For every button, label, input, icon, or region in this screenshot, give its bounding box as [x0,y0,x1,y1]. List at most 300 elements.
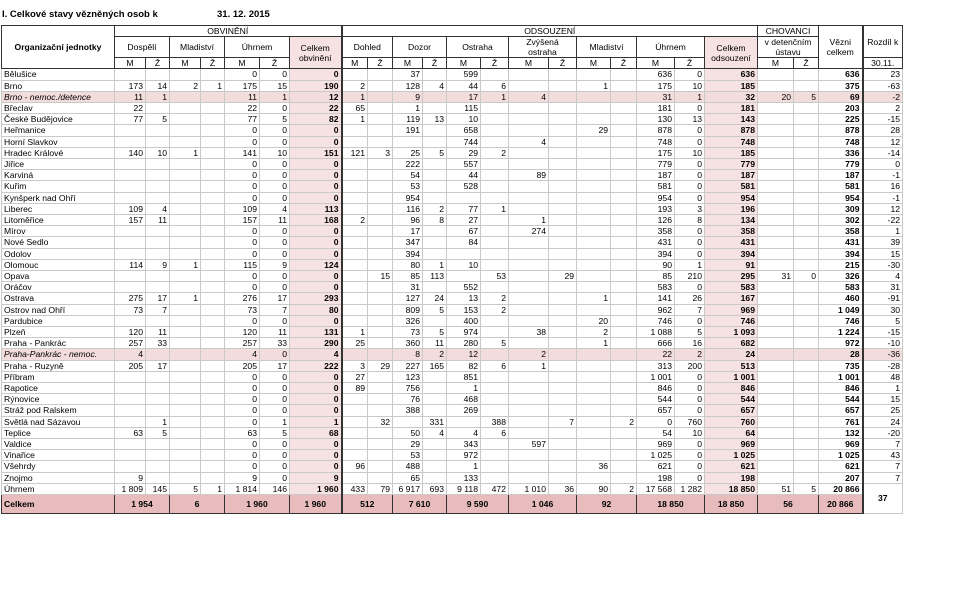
cell: 748 [637,136,675,147]
cell [794,114,819,125]
cell: 175 [637,80,675,91]
cell: 205 [225,360,260,371]
table-row [2,237,903,248]
cell [115,271,146,282]
table-row [2,304,903,315]
cell [342,394,368,405]
cell: -1 [863,170,903,181]
cell [146,159,170,170]
cell [509,259,549,270]
cell: 375 [819,80,863,91]
cell: 48 [863,371,903,382]
cell [611,405,637,416]
cell: 779 [705,159,758,170]
cell: 0 [225,282,260,293]
cell [611,360,637,371]
cell: 581 [819,181,863,192]
header-mladistvi-odsouzeni: Mladiství [577,37,637,58]
cell: 11 [115,91,146,102]
cell: 17 [260,293,290,304]
cell [342,304,368,315]
cell: 90 [577,483,611,494]
cell [794,215,819,226]
cell [423,181,447,192]
cell [481,102,509,113]
cell: 1 224 [819,327,863,338]
table-row [2,215,903,226]
table-row [2,248,903,259]
cell [368,259,393,270]
cell: 0 [260,248,290,259]
cell: 358 [705,226,758,237]
row-name: Jiřice [2,159,115,170]
cell [447,192,481,203]
cell: 185 [705,147,758,158]
cell: 2 [481,147,509,158]
cell [201,181,225,192]
cell: 50 [393,427,423,438]
cell: 10 [675,427,705,438]
cell [794,439,819,450]
cell: 84 [447,237,481,248]
cell: 7 [863,461,903,472]
cell [342,416,368,427]
cell [611,102,637,113]
cell [509,405,549,416]
cell: 175 [637,147,675,158]
cell [342,136,368,147]
cell: 33 [146,338,170,349]
cell [481,439,509,450]
cell: 24 [705,349,758,360]
cell: 7 [146,304,170,315]
cell: 0 [675,472,705,483]
table-row [2,383,903,394]
cell: 175 [225,80,260,91]
cell [146,192,170,203]
cell [201,237,225,248]
cell [368,349,393,360]
cell: 63 [225,427,260,438]
cell: 269 [447,405,481,416]
cell: 1 [393,102,423,113]
cell [577,383,611,394]
cell [577,192,611,203]
row-name: Kuřim [2,181,115,192]
cell: 25 [863,405,903,416]
table-row [2,259,903,270]
cell: 1 960 [290,483,342,494]
cell [368,170,393,181]
cell [481,114,509,125]
table-row [2,450,903,461]
cell: 17 [393,226,423,237]
cell [146,450,170,461]
cell [115,125,146,136]
cell [481,181,509,192]
cell [758,416,794,427]
cell: 1 001 [819,371,863,382]
cell [146,125,170,136]
cell [794,136,819,147]
cell: 15 [260,80,290,91]
cell: 11 [260,327,290,338]
cell [577,271,611,282]
cell [170,450,201,461]
cell [146,102,170,113]
row-name: Nové Sedlo [2,237,115,248]
cell: 0 [260,349,290,360]
cell [368,181,393,192]
cell [170,91,201,102]
cell: 4 [447,427,481,438]
cell [758,125,794,136]
cell: 0 [225,125,260,136]
cell [509,203,549,214]
cell: 6 [481,360,509,371]
header-dozor-z: Ž [423,58,447,69]
header-obvineni: OBVINĚNÍ [115,26,342,37]
cell [342,226,368,237]
cell [794,69,819,80]
cell [423,394,447,405]
cell [577,416,611,427]
cell [423,371,447,382]
table-row [2,170,903,181]
cell: 488 [393,461,423,472]
cell [611,271,637,282]
cell: 145 [146,483,170,494]
cell: 0 [290,271,342,282]
cell: 0 [675,170,705,181]
prisoner-stats-table [1,25,903,514]
cell: 1 010 [509,483,549,494]
cell: 682 [705,338,758,349]
cell: 0 [675,383,705,394]
cell: 0 [260,69,290,80]
cell [342,159,368,170]
cell: 761 [819,416,863,427]
cell [170,405,201,416]
cell: 9 [225,472,260,483]
cell: 121 [342,147,368,158]
cell [549,159,577,170]
total-dohled: 512 [342,495,393,514]
cell [549,282,577,293]
cell [201,394,225,405]
cell [758,338,794,349]
rozdil-total: 37 [863,483,903,513]
cell: 181 [637,102,675,113]
cell: 0 [290,69,342,80]
cell: 954 [637,192,675,203]
cell [549,259,577,270]
cell [170,237,201,248]
row-name: Stráž pod Ralskem [2,405,115,416]
cell [368,461,393,472]
cell: 113 [290,203,342,214]
cell [115,315,146,326]
cell: 326 [819,271,863,282]
cell: 0 [290,170,342,181]
cell: 0 [675,159,705,170]
header-zvysena-m: M [509,58,549,69]
header-mladistvi-z: Ž [201,58,225,69]
cell [481,170,509,181]
cell: 1 001 [705,371,758,382]
cell [758,114,794,125]
cell [509,315,549,326]
cell: 4 [509,136,549,147]
cell [794,248,819,259]
row-name: Heřmanice [2,125,115,136]
cell: 2 [675,349,705,360]
cell: 851 [447,371,481,382]
cell: 0 [225,405,260,416]
cell: 0 [675,282,705,293]
cell [481,192,509,203]
cell: 9 [115,472,146,483]
cell: 205 [115,360,146,371]
cell: 29 [368,360,393,371]
cell [170,327,201,338]
cell: 63 [115,427,146,438]
cell [758,405,794,416]
cell [342,203,368,214]
cell [115,461,146,472]
cell: 394 [705,248,758,259]
cell [146,439,170,450]
cell [201,450,225,461]
cell [115,192,146,203]
cell [146,170,170,181]
cell: 276 [225,293,260,304]
cell [611,371,637,382]
cell: 68 [290,427,342,438]
cell [342,192,368,203]
cell [758,80,794,91]
cell: 22 [115,102,146,113]
cell [423,461,447,472]
cell: -10 [863,338,903,349]
header-dohled: Dohled [342,37,393,58]
cell [509,394,549,405]
cell: 326 [393,315,423,326]
cell [758,136,794,147]
cell [611,394,637,405]
cell [170,439,201,450]
cell: 0 [675,315,705,326]
cell: 5 [794,91,819,102]
cell [170,371,201,382]
cell [115,248,146,259]
cell [115,371,146,382]
table-row [2,192,903,203]
cell: 760 [705,416,758,427]
cell: 0 [260,371,290,382]
cell: 9 118 [447,483,481,494]
cell: 388 [481,416,509,427]
cell [201,69,225,80]
cell: 17 [146,293,170,304]
cell: 969 [705,304,758,315]
cell [423,315,447,326]
cell [794,416,819,427]
cell: 17 [146,360,170,371]
table-row [2,461,903,472]
cell [481,136,509,147]
cell [368,338,393,349]
header-mladistvi2-m: M [577,58,611,69]
table-row [2,483,903,494]
table-row [2,114,903,125]
cell [611,114,637,125]
cell [794,192,819,203]
cell [170,360,201,371]
cell [758,327,794,338]
cell [115,181,146,192]
cell [577,170,611,181]
cell [758,102,794,113]
row-name: Břeclav [2,102,115,113]
cell: 153 [447,304,481,315]
cell: 0 [225,170,260,181]
cell: 0 [290,405,342,416]
row-name: Opava [2,271,115,282]
cell: 128 [393,80,423,91]
cell: 67 [447,226,481,237]
cell: 1 [675,91,705,102]
cell [577,360,611,371]
cell [201,327,225,338]
cell [758,383,794,394]
cell: 4 [863,271,903,282]
row-name: Bělušice [2,69,115,80]
cell [201,427,225,438]
cell: 0 [225,226,260,237]
cell: 0 [675,226,705,237]
cell [368,439,393,450]
cell [115,69,146,80]
total-row [2,495,903,514]
cell: 32 [368,416,393,427]
cell: 119 [393,114,423,125]
cell: 53 [481,271,509,282]
cell [342,181,368,192]
cell [481,349,509,360]
cell [577,203,611,214]
cell [577,259,611,270]
total-celkem_obv: 1 960 [290,495,342,514]
cell: 0 [260,450,290,461]
cell [115,450,146,461]
cell: -28 [863,360,903,371]
cell: 80 [393,259,423,270]
cell [758,203,794,214]
cell [368,394,393,405]
cell [368,91,393,102]
cell: 77 [447,203,481,214]
cell: 54 [393,170,423,181]
cell [549,405,577,416]
cell: 0 [225,383,260,394]
cell: 37 [393,69,423,80]
cell [481,226,509,237]
cell: 8 [423,215,447,226]
cell [170,416,201,427]
cell [170,102,201,113]
cell [170,461,201,472]
cell [611,136,637,147]
cell: 2 [170,80,201,91]
cell [201,293,225,304]
header-vezni-celkem: Vězni celkem [819,26,863,69]
cell [201,371,225,382]
cell: 0 [260,439,290,450]
cell: 31 [863,282,903,293]
cell: 878 [819,125,863,136]
cell [170,271,201,282]
cell: 76 [393,394,423,405]
cell [201,170,225,181]
cell: 0 [675,405,705,416]
cell: 73 [225,304,260,315]
cell: 200 [675,360,705,371]
cell [146,226,170,237]
cell: 809 [393,304,423,315]
total-celkem_ods: 18 850 [705,495,758,514]
cell [115,136,146,147]
cell [170,427,201,438]
cell [549,226,577,237]
cell [549,461,577,472]
header-celkem-obvineni: Celkem obvinění [290,37,342,69]
cell [758,349,794,360]
cell: 5 [423,327,447,338]
cell: 7 [863,472,903,483]
cell: 120 [225,327,260,338]
cell [201,271,225,282]
cell: 5 [146,427,170,438]
cell [758,69,794,80]
cell: 43 [863,450,903,461]
cell [611,203,637,214]
cell: 146 [260,483,290,494]
cell: 187 [705,170,758,181]
cell [423,383,447,394]
cell [549,439,577,450]
cell: 0 [260,136,290,147]
cell: 187 [637,170,675,181]
cell: 65 [393,472,423,483]
cell [758,450,794,461]
cell [611,248,637,259]
cell: 1 [423,259,447,270]
cell [481,394,509,405]
cell [368,125,393,136]
cell [794,80,819,91]
cell [577,371,611,382]
cell [146,181,170,192]
cell [794,203,819,214]
cell [549,338,577,349]
cell: 1 [577,80,611,91]
cell [170,192,201,203]
cell [368,304,393,315]
cell: 657 [637,405,675,416]
cell [549,327,577,338]
cell: 5 [481,338,509,349]
